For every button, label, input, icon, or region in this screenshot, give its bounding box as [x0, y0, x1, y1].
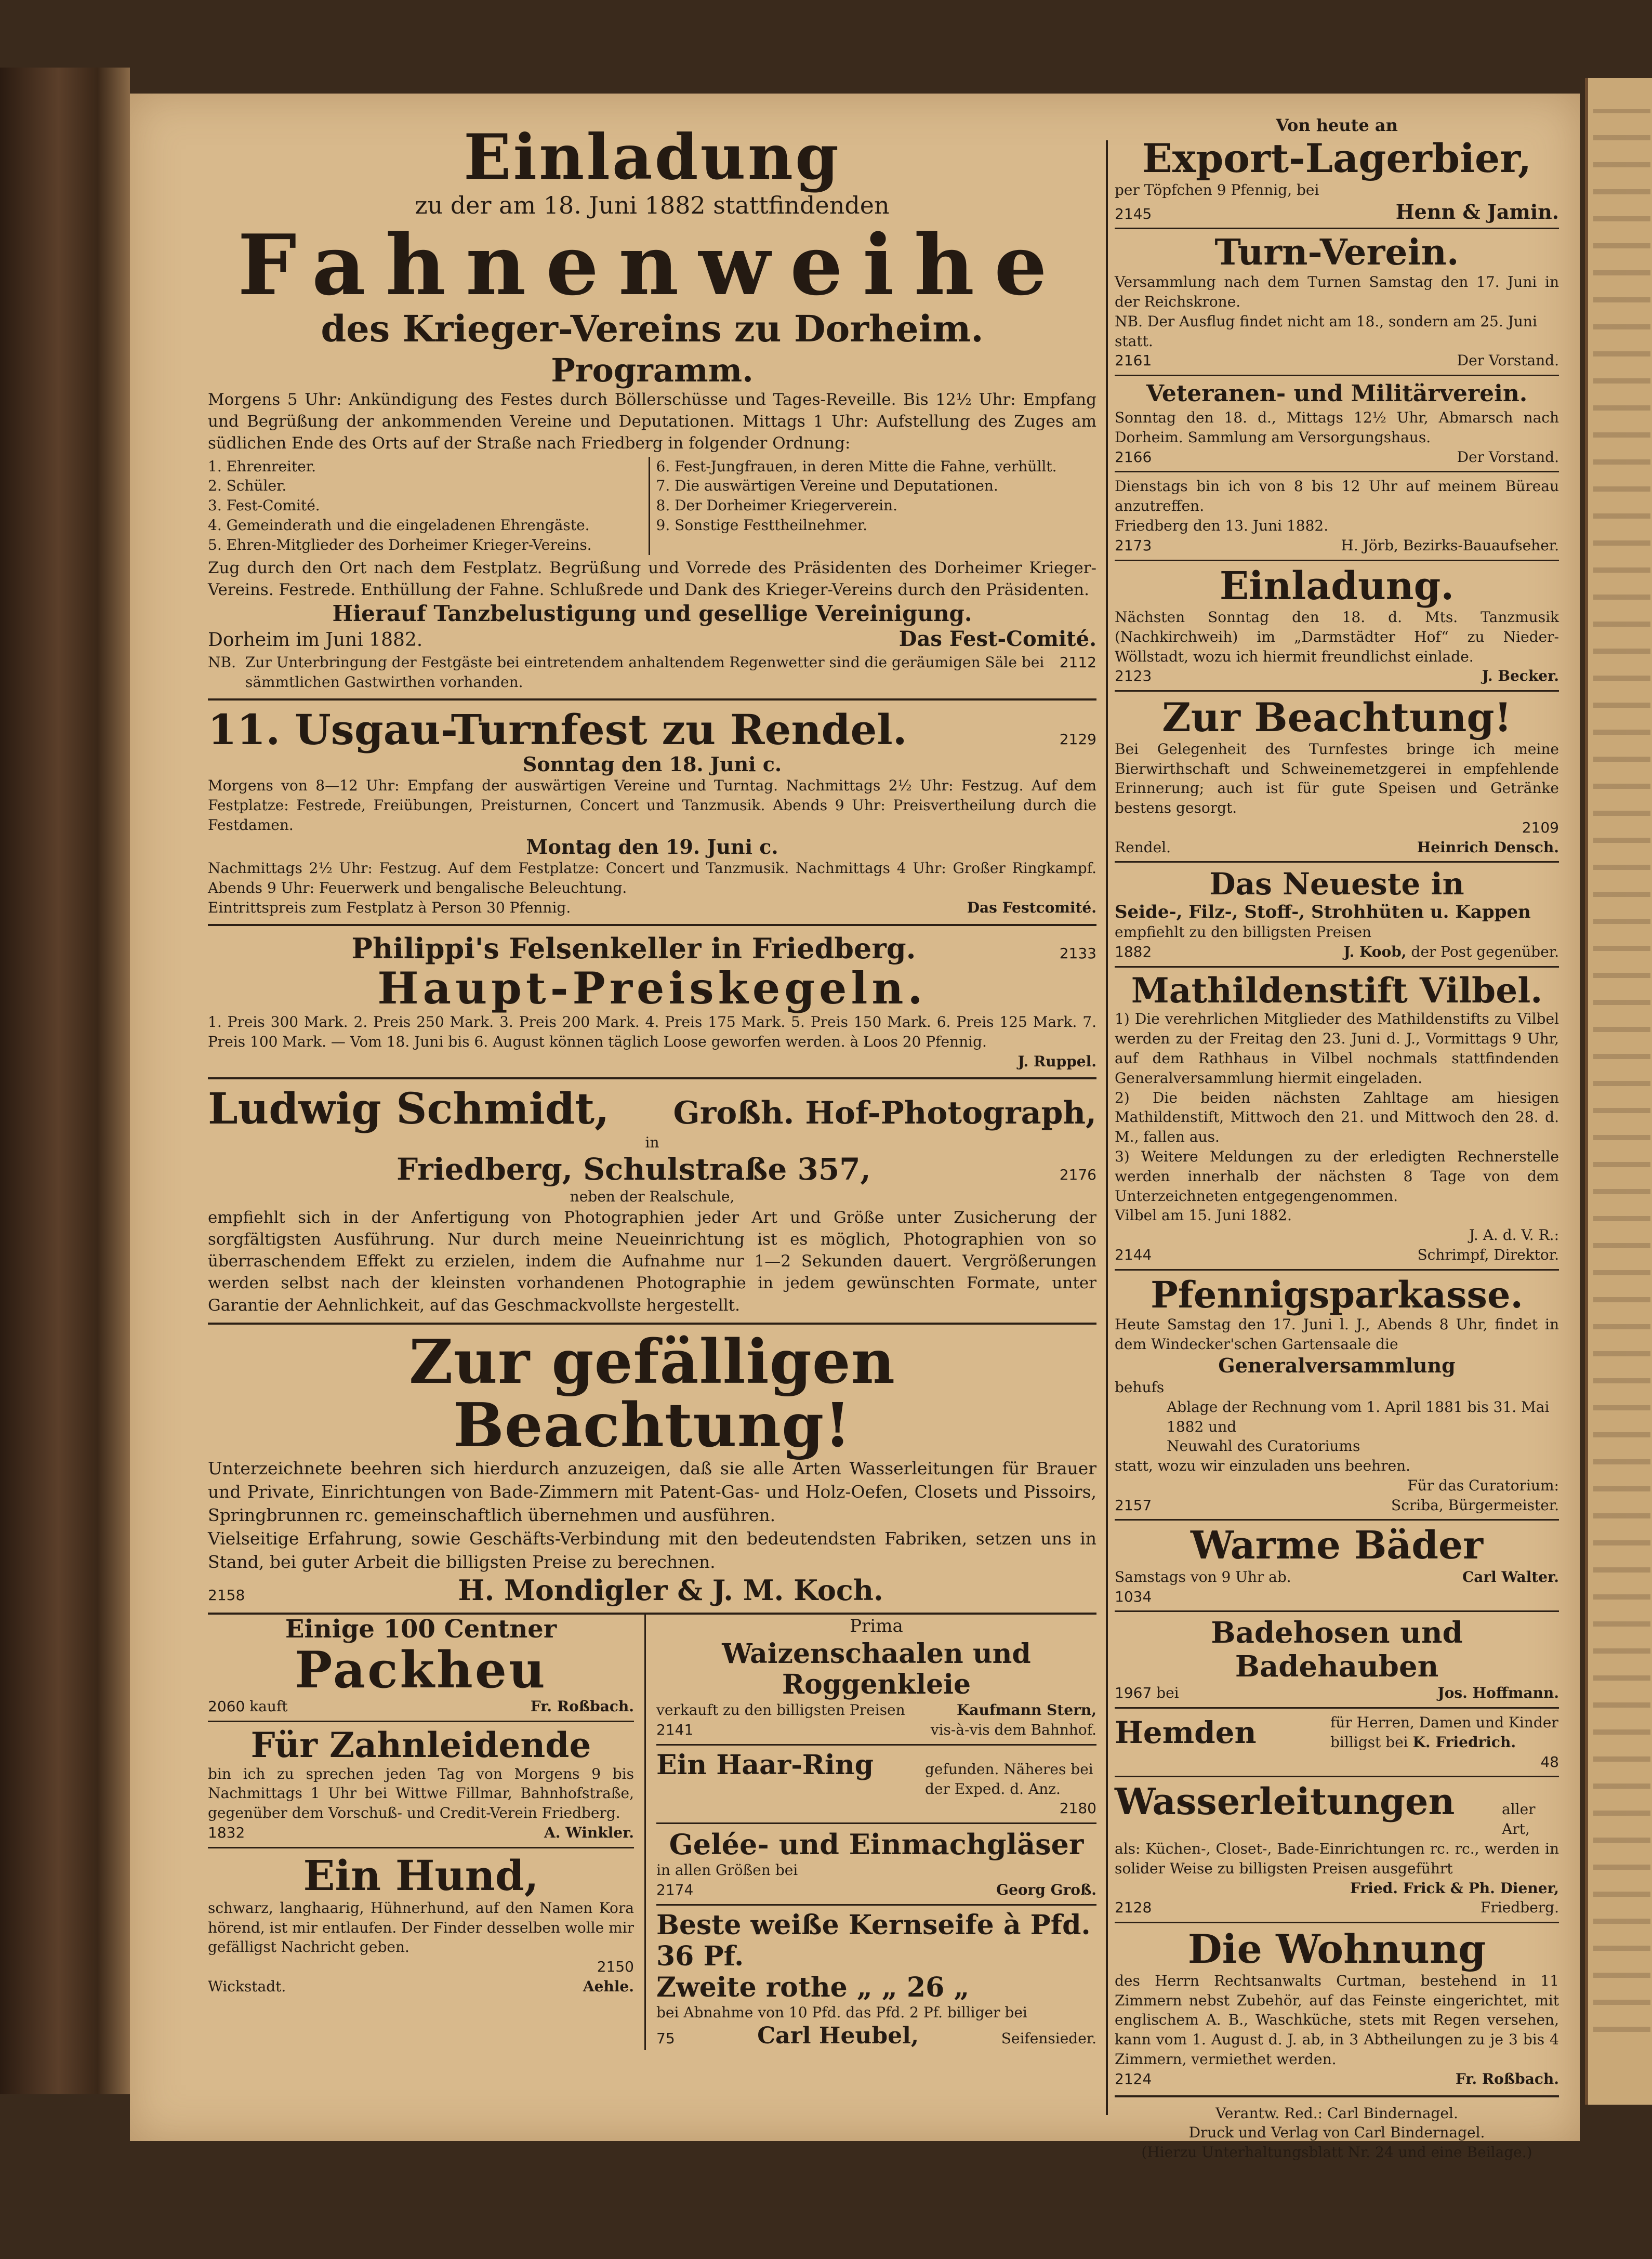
ad-title: Veteranen- und Militärverein.	[1146, 380, 1528, 407]
ad-number: 1882	[1115, 943, 1152, 960]
iav: J. A. d. V. R.:	[1469, 1226, 1559, 1244]
ad-wohnung	[1115, 1927, 1559, 2089]
ad-nb: NB. Der Ausflug findet nicht am 18., sondern am 25. Juni statt.	[1115, 312, 1537, 350]
fuer: Für das Curatorium:	[1407, 1476, 1559, 1494]
ad-number: 2124	[1115, 2070, 1152, 2088]
signature: Georg Groß.	[996, 1881, 1096, 1899]
place: Friedberg.	[1481, 1899, 1559, 1917]
impressum-publisher: Druck und Verlag von Carl Bindernagel.	[1188, 2124, 1485, 2142]
divider	[1115, 1707, 1559, 1709]
impressum-editor: Verantw. Red.: Carl Bindernagel.	[1215, 2104, 1458, 2122]
ad-number: 1967	[1115, 1684, 1152, 1702]
day-text: Morgens von 8—12 Uhr: Empfang der auswärtigen Vereine und Turntag. Nachmittags 2½ Uhr: Festzug. Auf dem Festplatze: Festrede, Freiübungen, Preisturnen, Concert und Tanzmusik. Abends 9 Uhr: Preisvertheilung durch die Festdamen.	[208, 777, 1096, 834]
ad-einladung	[1115, 565, 1559, 686]
order-item: 4. Gemeinderath und die eingeladenen Ehrengäste.	[208, 516, 590, 534]
ad-number: 2144	[1115, 1246, 1152, 1263]
signature: Das Fest-Comité.	[898, 627, 1096, 652]
ad-number: 1832	[208, 1824, 245, 1841]
ad-text: des Herrn Rechtsanwalts Curtman, bestehend in 11 Zimmern nebst Zubehör, auf das Feinste eingerichtet, mit englischem A. B., Waschküche, stets mit Regen versehen, kann vom 1. August d. J. ab, in 3 Abtheilungen zu je 3 bis 4 Zimmern, vermiethet werden.	[1115, 1972, 1559, 2068]
ad-title: Waizenschaalen und Roggenkleie	[722, 1637, 1031, 1701]
ad-baeder	[1115, 1525, 1559, 1606]
divider	[1115, 690, 1559, 692]
behufs: behufs	[1115, 1378, 1165, 1396]
price-line: Beste weiße Kernseife à Pfd. 36 Pf.	[656, 1909, 1091, 1972]
ad-schmidt	[208, 1086, 1096, 1316]
ad-line: Einige 100 Centner	[285, 1614, 557, 1644]
ad-waizen	[656, 1615, 1096, 1740]
ad-veteranen	[1115, 380, 1559, 467]
order-item: 7. Die auswärtigen Vereine und Deputationen.	[656, 477, 998, 495]
ad-title: Das Neueste in	[1209, 866, 1464, 902]
divider	[208, 1721, 634, 1722]
ad-title: Turn-Verein.	[1214, 232, 1459, 274]
ad-pre: Von heute an	[1276, 115, 1398, 135]
ad-title: Hemden	[1115, 1714, 1257, 1750]
ad-turnfest	[208, 707, 1096, 918]
list-item: 1) Die verehrlichen Mitglieder des Mathildenstifts zu Vilbel werden zu der Freitag den 23. Juni d. J., Vormittags 9 Uhr, auf dem Rathhaus in Vilbel nochmals stattfindenden Generalversammlung hiermit eingeladen.	[1115, 1010, 1559, 1087]
signature: Aehle.	[583, 1977, 634, 1995]
ad-title: Die Wohnung	[1187, 1926, 1486, 1973]
ad-number: 2180	[1059, 1800, 1096, 1817]
signature: Der Vorstand.	[1457, 448, 1559, 466]
ad-text: statt, wozu wir einzuladen uns beehren.	[1115, 1457, 1411, 1475]
newspaper-page	[130, 94, 1580, 2161]
divider	[208, 1077, 1096, 1079]
order-item: 8. Der Dorheimer Kriegerverein.	[656, 497, 898, 514]
ad-title: Einladung	[464, 121, 841, 194]
divider	[1115, 1776, 1559, 1777]
ad-text: Versammlung nach dem Turnen Samstag den 17. Juni in der Reichskrone.	[1115, 273, 1559, 310]
photographer-title: Großh. Hof-Photograph,	[673, 1095, 1096, 1132]
list-item: 3) Weitere Meldungen zu der erledigten Rechnerstelle werden innerhalb der nächsten 8 Tage von dem Unterzeichneten entgegengenommen.	[1115, 1147, 1559, 1205]
ad-number: 2145	[1115, 205, 1152, 222]
ad-title: Zur Beachtung!	[1162, 694, 1512, 741]
signature: Carl Heubel,	[757, 2023, 919, 2050]
ad-number: 2129	[1059, 730, 1096, 748]
divider	[208, 698, 1096, 701]
ad-headline: Fahnenweihe	[237, 216, 1067, 314]
ad-number: 2123	[1115, 667, 1152, 685]
ad-fahnenweihe	[208, 121, 1096, 692]
ad-text: bin ich zu sprechen jeden Tag von Morgens 9 bis Nachmittags 1 Uhr bei Wittwe Fillmar, Bahnhofstraße, gegenüber dem Vorschuß- und Credit-Verein Friedberg.	[208, 1765, 634, 1822]
place-date: Dorheim im Juni 1882.	[208, 629, 423, 651]
programm-title: Programm.	[551, 351, 754, 389]
signature: Der Vorstand.	[1457, 352, 1559, 369]
address: Friedberg, Schulstraße 357,	[396, 1152, 871, 1187]
signature: Fried. Frick & Ph. Diener,	[1350, 1879, 1559, 1897]
order-item: 6. Fest-Jungfrauen, in deren Mitte die Fahne, verhüllt.	[656, 457, 1057, 475]
signature: Jos. Hoffmann.	[1437, 1684, 1559, 1702]
photographer-name: Ludwig Schmidt,	[208, 1084, 610, 1134]
ad-text: empfiehlt sich in der Anfertigung von Photographien jeder Art und Größe unter Zusicherung der sorgfältigsten Ausführung. Nur durch meine Neueinrichtung ist es möglich, Photographien von so überraschendem Effekt zu erzielen, indem die Aufnahme nur 1—2 Sekunden dauert. Vergrößerungen werden selbst nach der kleinsten vorhandenen Photographie in jedem gewünschten Formate, unter Garantie der Aehnlichkeit, auf das Geschmackvollste hergestellt.	[208, 1208, 1096, 1315]
ad-line: Seide-, Filz-, Stoff-, Strohhüten u. Kappen	[1115, 902, 1531, 923]
ad-text: für Herren, Damen und Kinder billigst bei	[1330, 1714, 1558, 1751]
ad-number: 2109	[1522, 818, 1559, 836]
signature: Fr. Roßbach.	[530, 1698, 634, 1715]
ad-text: gefunden. Näheres bei der Exped. d. Anz.	[925, 1760, 1093, 1798]
signature: H. Mondigler & J. M. Koch.	[458, 1573, 883, 1607]
location: vis-à-vis dem Bahnhof.	[930, 1721, 1096, 1739]
ad-hemden	[1115, 1713, 1559, 1772]
order-item: 3. Fest-Comité.	[208, 497, 320, 514]
divider	[1115, 228, 1559, 229]
ad-hund	[208, 1853, 634, 1997]
signature: Das Festcomité.	[967, 899, 1096, 916]
signature: Carl Walter.	[1462, 1568, 1559, 1586]
ad-packheu	[208, 1615, 634, 1716]
left-column	[208, 121, 1096, 2050]
divider	[208, 1323, 1096, 1325]
divider	[1115, 375, 1559, 376]
ad-text: Bei Gelegenheit des Turnfestes bringe ich meine Bierwirthschaft und Schweinemetzgerei in empfehlende Erinnerung; auch ist für gute Speisen und Getränke bestens gesorgt.	[1115, 740, 1559, 817]
ad-number: 75	[656, 2030, 675, 2047]
nb-text: Zur Unterbringung der Festgäste bei eintretendem anhaltendem Regenwetter sind die geräumigen Säle bei sämmtlichen Gastwirthen vorhanden.	[245, 654, 1045, 691]
divider	[1115, 2095, 1559, 2097]
ad-number: 2141	[656, 1721, 694, 1739]
list-item: Neuwahl des Curatoriums	[1167, 1437, 1360, 1455]
ad-number: 2133	[1059, 944, 1096, 962]
divider	[656, 1744, 1096, 1746]
order-item: 2. Schüler.	[208, 477, 287, 495]
price-line: Zweite rothe „ „ 26 „	[656, 1971, 970, 2003]
ad-number: 2174	[656, 1881, 694, 1899]
ad-text: in allen Größen bei	[656, 1861, 798, 1879]
ad-text: Vielseitige Erfahrung, sowie Geschäfts-Verbindung mit den bedeutendsten Fabriken, setzen uns in Stand, bei guter Arbeit die billigsten Preise zu berechnen.	[208, 1528, 1096, 1572]
ad-export	[1115, 114, 1559, 223]
adjacent-page-edge	[1585, 78, 1652, 2105]
ad-title: Warme Bäder	[1190, 1523, 1484, 1568]
place: Friedberg den 13. Juni 1882.	[1115, 517, 1329, 534]
nb-label: NB.	[208, 654, 236, 671]
divider	[1115, 861, 1559, 863]
bottom-left-ads	[208, 1615, 646, 2050]
ad-text: schwarz, langhaarig, Hühnerhund, auf den Namen Kora hörend, ist mir entlaufen. Der Finder desselben wolle mir gefälligst Nachricht geben.	[208, 1899, 634, 1956]
place: Vilbel am 15. Juni 1882.	[1115, 1207, 1292, 1224]
ad-text: Samstags von 9 Uhr ab.	[1115, 1568, 1291, 1586]
ad-number: 48	[1540, 1753, 1559, 1771]
ad-turnverein	[1115, 233, 1559, 371]
bottom-right-ads	[646, 1615, 1096, 2050]
ad-title: Ein Haar-Ring	[656, 1749, 874, 1781]
divider	[1115, 1922, 1559, 1923]
ad-buero	[1115, 477, 1559, 555]
ad-text: Heute Samstag den 17. Juni l. J., Abends 8 Uhr, findet in dem Windecker'schen Gartensaale die	[1115, 1315, 1559, 1353]
day-heading: Sonntag den 18. Juni c.	[522, 752, 782, 776]
ad-title: Gelée- und Einmachgläser	[669, 1828, 1084, 1861]
ad-beachtung2	[1115, 696, 1559, 857]
book-binding	[0, 68, 130, 2094]
divider	[1115, 471, 1559, 472]
in-word: in	[645, 1133, 659, 1151]
signature: Heinrich Densch.	[1417, 838, 1559, 856]
ad-text: per Töpfchen 9 Pfennig, bei	[1115, 181, 1319, 199]
location: der Post gegenüber.	[1411, 943, 1559, 960]
adjacent-page-text	[1593, 109, 1650, 2032]
tanz-line: Hierauf Tanzbelustigung und gesellige Vereinigung.	[332, 600, 972, 626]
ad-kernseife	[656, 1910, 1096, 2050]
ad-title: Badehosen und Badehauben	[1211, 1616, 1463, 1684]
signature: Scriba, Bürgermeister.	[1391, 1496, 1559, 1514]
ad-title: 11. Usgau-Turnfest zu Rendel.	[208, 705, 907, 754]
order-item: 9. Sonstige Festtheilnehmer.	[656, 516, 867, 534]
ad-text: empfiehlt zu den billigsten Preisen	[1115, 923, 1372, 941]
divider	[1115, 966, 1559, 968]
ad-headline: Haupt-Preiskegeln.	[377, 962, 927, 1014]
signature: Henn & Jamin.	[1395, 200, 1559, 223]
signature: H. Jörb, Bezirks-Bauaufseher.	[1341, 536, 1559, 554]
ad-text: Unterzeichnete beehren sich hierdurch anzuzeigen, daß sie alle Arten Wasserleitungen für Brauer und Private, Einrichtungen von Bade-Zimmern mit Patent-Gas- und Holz-Oefen, Closets und Pissoirs, Springbrunnen rc. gemeinschaftlich übernehmen und ausführen.	[208, 1458, 1096, 1526]
ad-number: 2150	[597, 1958, 634, 1976]
impressum-supplement: (Hierzu Unterhaltungsblatt Nr. 24 und eine Beilage.)	[1141, 2144, 1532, 2161]
divider	[656, 1904, 1096, 1906]
day-text: Nachmittags 2½ Uhr: Festzug. Auf dem Festplatze: Concert und Tanzmusik. Nachmittags 4 Uhr: Großer Ringkampf. Abends 9 Uhr: Feuerwerk und bengalische Beleuchtung.	[208, 860, 1096, 897]
column-rule	[1106, 140, 1108, 2115]
signature: J. Koob,	[1343, 943, 1407, 960]
bei: bei	[1156, 1684, 1179, 1702]
entry-price: Eintrittspreis zum Festplatz à Person 30 Pfennig.	[208, 899, 571, 916]
day-heading: Montag den 19. Juni c.	[526, 835, 778, 858]
gv: Generalversammlung	[1218, 1354, 1456, 1378]
order-left	[208, 457, 649, 555]
signature: J. Ruppel.	[1017, 1052, 1096, 1070]
place: Wickstadt.	[208, 1977, 286, 1995]
ad-wasserleitungen	[1115, 1781, 1559, 1918]
divider	[656, 1822, 1096, 1824]
ad-title: Philippi's Felsenkeller in Friedberg.	[351, 931, 916, 965]
ad-title: Zur gefälligen Beachtung!	[409, 1326, 895, 1461]
ad-text: Sonntag den 18. d., Mittags 12½ Uhr, Abmarsch nach Dorheim. Sammlung am Versorgungshaus.	[1115, 408, 1559, 446]
ad-text: als: Küchen-, Closet-, Bade-Einrichtungen rc. rc., werden in solider Weise zu billigsten Preisen ausgeführt	[1115, 1840, 1559, 1877]
order-item: 5. Ehren-Mitglieder des Dorheimer Krieger-Vereins.	[208, 536, 592, 553]
ad-text: Dienstags bin ich von 8 bis 12 Uhr auf meinem Büreau anzutreffen.	[1115, 478, 1559, 515]
ad-aside: aller Art,	[1502, 1801, 1536, 1838]
divider	[208, 924, 1096, 926]
ad-gelee	[656, 1828, 1096, 1900]
programm-intro: Morgens 5 Uhr: Ankündigung des Festes durch Böllerschüsse und Tages-Reveille. Bis 12½ Uhr: Empfang und Begrüßung der ankommenden Vereine und Deputationen. Mittags 1 Uhr: Aufstellung des Zuges am südlichen Ende des Orts auf der Straße nach Friedberg in folgender Ordnung:	[208, 390, 1096, 453]
ad-title: Ein Hund,	[303, 1851, 539, 1900]
signature: J. Becker.	[1482, 667, 1559, 685]
ad-title: Mathildenstift Vilbel.	[1131, 970, 1543, 1011]
divider	[208, 1847, 634, 1848]
ad-sparkasse	[1115, 1275, 1559, 1515]
divider	[1115, 1269, 1559, 1271]
ad-beachtung	[208, 1326, 1096, 1607]
ad-title: Pfennigsparkasse.	[1151, 1273, 1523, 1316]
prima: Prima	[850, 1615, 903, 1636]
ad-title: Packheu	[295, 1641, 547, 1700]
ad-text: Nächsten Sonntag den 18. d. Mts. Tanzmusik (Nachkirchweih) im „Darmstädter Hof“ zu Nieder-Wöllstadt, wozu ich hiermit freundlichst einlade.	[1115, 608, 1559, 665]
ad-badehosen	[1115, 1616, 1559, 1703]
ad-number: 2128	[1115, 1899, 1152, 1917]
right-column	[1115, 114, 1559, 2162]
kauft: kauft	[249, 1698, 288, 1715]
list-item: Ablage der Rechnung vom 1. April 1881 bis 31. Mai 1882 und	[1167, 1398, 1550, 1435]
ad-number: 2161	[1115, 352, 1152, 369]
signature: K. Friedrich.	[1412, 1733, 1516, 1751]
signature: Kaufmann Stern,	[957, 1701, 1096, 1719]
role: Seifensieder.	[1001, 2030, 1096, 2047]
ad-number: 2112	[1059, 654, 1096, 671]
order-right	[649, 457, 1097, 555]
ad-mathildenstift	[1115, 972, 1559, 1265]
ad-line: des Krieger-Vereins zu Dorheim.	[321, 307, 984, 350]
place: Rendel.	[1115, 838, 1171, 856]
ad-number: 2173	[1115, 536, 1152, 554]
divider	[1115, 1610, 1559, 1612]
ad-kegeln	[208, 932, 1096, 1072]
ad-title: Wasserleitungen	[1115, 1780, 1455, 1824]
ad-number: 2157	[1115, 1496, 1152, 1514]
divider	[1115, 1519, 1559, 1521]
ad-number: 2176	[1059, 1166, 1096, 1184]
ad-number: 2166	[1115, 448, 1152, 466]
ad-text: bei Abnahme von 10 Pfd. das Pfd. 2 Pf. billiger bei	[656, 2004, 1027, 2022]
ad-title: Einladung.	[1219, 563, 1455, 609]
signature: Schrimpf, Direktor.	[1417, 1246, 1559, 1263]
ad-subtitle: zu der am 18. Juni 1882 stattfindenden	[415, 191, 890, 219]
ad-number: 1034	[1115, 1588, 1152, 1605]
list-item: 2) Die beiden nächsten Zahltage am hiesigen Mathildenstift, Mittwoch den 21. und Mittwoch den 28. d. M., fallen aus.	[1115, 1089, 1559, 1146]
ad-number: 2158	[208, 1586, 245, 1604]
ad-title: Für Zahnleidende	[250, 1724, 591, 1765]
near: neben der Realschule,	[570, 1188, 735, 1206]
prize-list: 1. Preis 300 Mark. 2. Preis 250 Mark. 3. Preis 200 Mark. 4. Preis 175 Mark. 5. Preis 150 Mark. 6. Preis 125 Mark. 7. Preis 100 Mark. — Vom 18. Juni bis 6. August können täglich Loose geworfen werden. à Loos 20 Pfennig.	[208, 1013, 1096, 1050]
signature: Fr. Roßbach.	[1455, 2070, 1559, 2088]
divider	[1115, 560, 1559, 561]
ad-text: verkauft zu den billigsten Preisen	[656, 1701, 905, 1719]
ad-haarring	[656, 1750, 1096, 1818]
ad-title: Export-Lagerbier,	[1142, 135, 1532, 182]
ad-zahnleidende	[208, 1726, 634, 1843]
ad-neueste	[1115, 867, 1559, 961]
ad-number: 2060	[208, 1698, 245, 1715]
signature: A. Winkler.	[544, 1824, 634, 1841]
order-item: 1. Ehrenreiter.	[208, 457, 316, 475]
programm-text: Zug durch den Ort nach dem Festplatz. Begrüßung und Vorrede des Präsidenten des Dorheimer Krieger-Vereins. Festrede. Enthüllung der Fahne. Schlußrede und Dank des Krieger-Vereins durch den Präsidenten.	[208, 558, 1096, 599]
